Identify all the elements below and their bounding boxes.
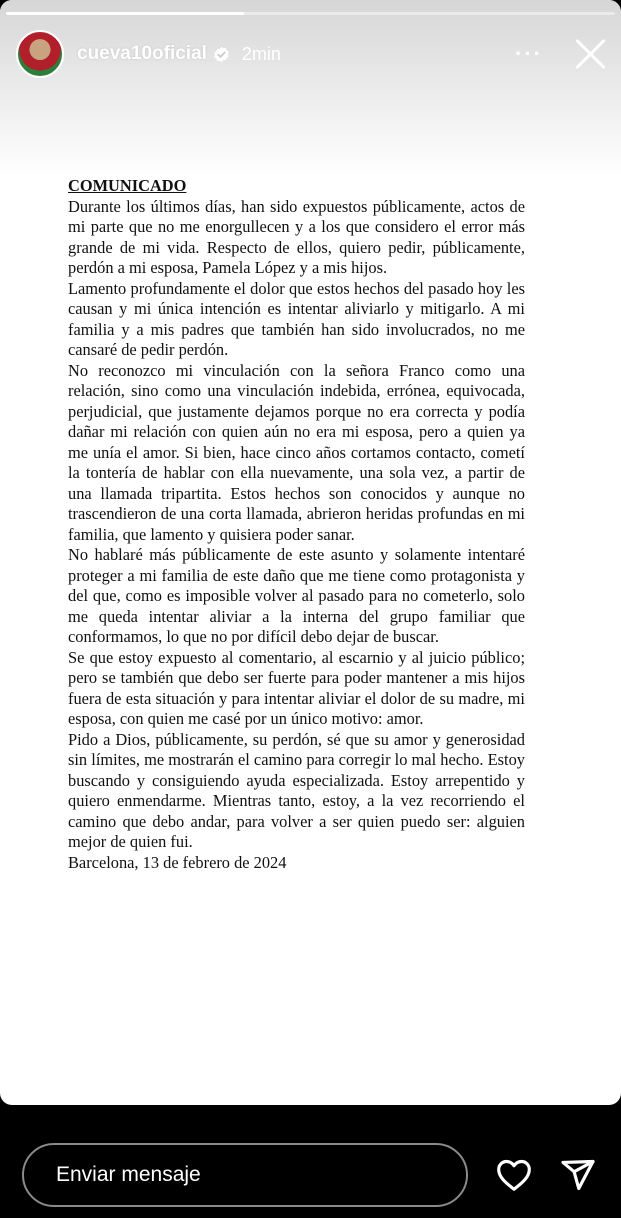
document-paragraph: Pido a Dios, públicamente, su perdón, sé que su amor y generosidad sin límites, me mostrarán el camino para corregir lo mal hecho. Estoy buscando y consiguiendo ayuda especializada. Estoy arrepentido y quiero enmendarme. Mientras tanto, estoy, a la vez recorriendo el camino que debo andar, para volver a ser quien puedo ser: alguien mejor de quien fui. bbox=[68, 729, 525, 851]
document-paragraph: Lamento profundamente el dolor que estos hechos del pasado hoy les causan y mi única intención es intentar aliviarlo y mitigarlo. A mi familia y a mis padres que también han sido involucrados, no me cansaré de pedir perdón. bbox=[68, 278, 525, 359]
document-signature: Barcelona, 13 de febrero de 2024 bbox=[68, 852, 287, 872]
verified-badge-icon bbox=[213, 46, 230, 63]
story-progress-fill bbox=[6, 12, 244, 15]
statement-document bbox=[68, 176, 525, 873]
more-options-button[interactable]: ··· bbox=[515, 41, 543, 66]
document-paragraph: Durante los últimos días, han sido expuestos públicamente, actos de mi parte que no me enorgullecen y a los que considero el error más grande de mi vida. Respecto de ellos, quiero pedir, públicamente, perdón a mi esposa, Pamela López y a mis hijos. bbox=[68, 196, 525, 277]
document-paragraph: No hablaré más públicamente de este asunto y solamente intentaré proteger a mi familia de este daño que me tiene como protagonista y del que, como es imposible volver al pasado para no cometerlo, solo me queda intentar aliviar a la interna del grupo familiar que conformamos, lo que no por difícil debo dejar de buscar. bbox=[68, 545, 525, 646]
document-paragraph: No reconozco mi vinculación con la señora Franco como una relación, sino como una vinculación indebida, errónea, equivocada, perjudicial, que justamente dejamos porque no era correcta y podía dañar mi relación con quien aún no era mi esposa, pero a quien ya me unía el amor. Si bien, hace cinco años cortamos contacto, cometí la tontería de hablar con ella nuevamente, una sola vez, a partir de una llamada tripartita. Estos hechos son conocidos y aunque no trascendieron de una corta llamada, abrieron heridas profundas en mi familia, que lamento y quisiera poder sanar. bbox=[68, 360, 525, 544]
heart-icon[interactable] bbox=[496, 1158, 532, 1192]
document-title: COMUNICADO bbox=[68, 176, 187, 195]
close-icon[interactable] bbox=[573, 37, 607, 71]
document-paragraph: Se que estoy expuesto al comentario, al escarnio y al juicio público; pero se también que debo ser fuerte para poder mantener a mis hijos fuera de esta situación y para intentar aliviar el dolor de su madre, mi esposa, con quien me casé por un único motivo: amor. bbox=[68, 647, 525, 728]
message-input[interactable] bbox=[22, 1143, 468, 1207]
message-placeholder: Enviar mensaje bbox=[56, 1163, 201, 1186]
story-progress-bar bbox=[6, 12, 615, 15]
story-timestamp: 2min bbox=[241, 43, 281, 64]
avatar[interactable] bbox=[16, 30, 64, 78]
send-icon[interactable] bbox=[560, 1158, 596, 1192]
top-gradient bbox=[0, 0, 621, 175]
username[interactable]: cueva10oficial bbox=[77, 43, 207, 64]
story-header bbox=[16, 28, 605, 80]
